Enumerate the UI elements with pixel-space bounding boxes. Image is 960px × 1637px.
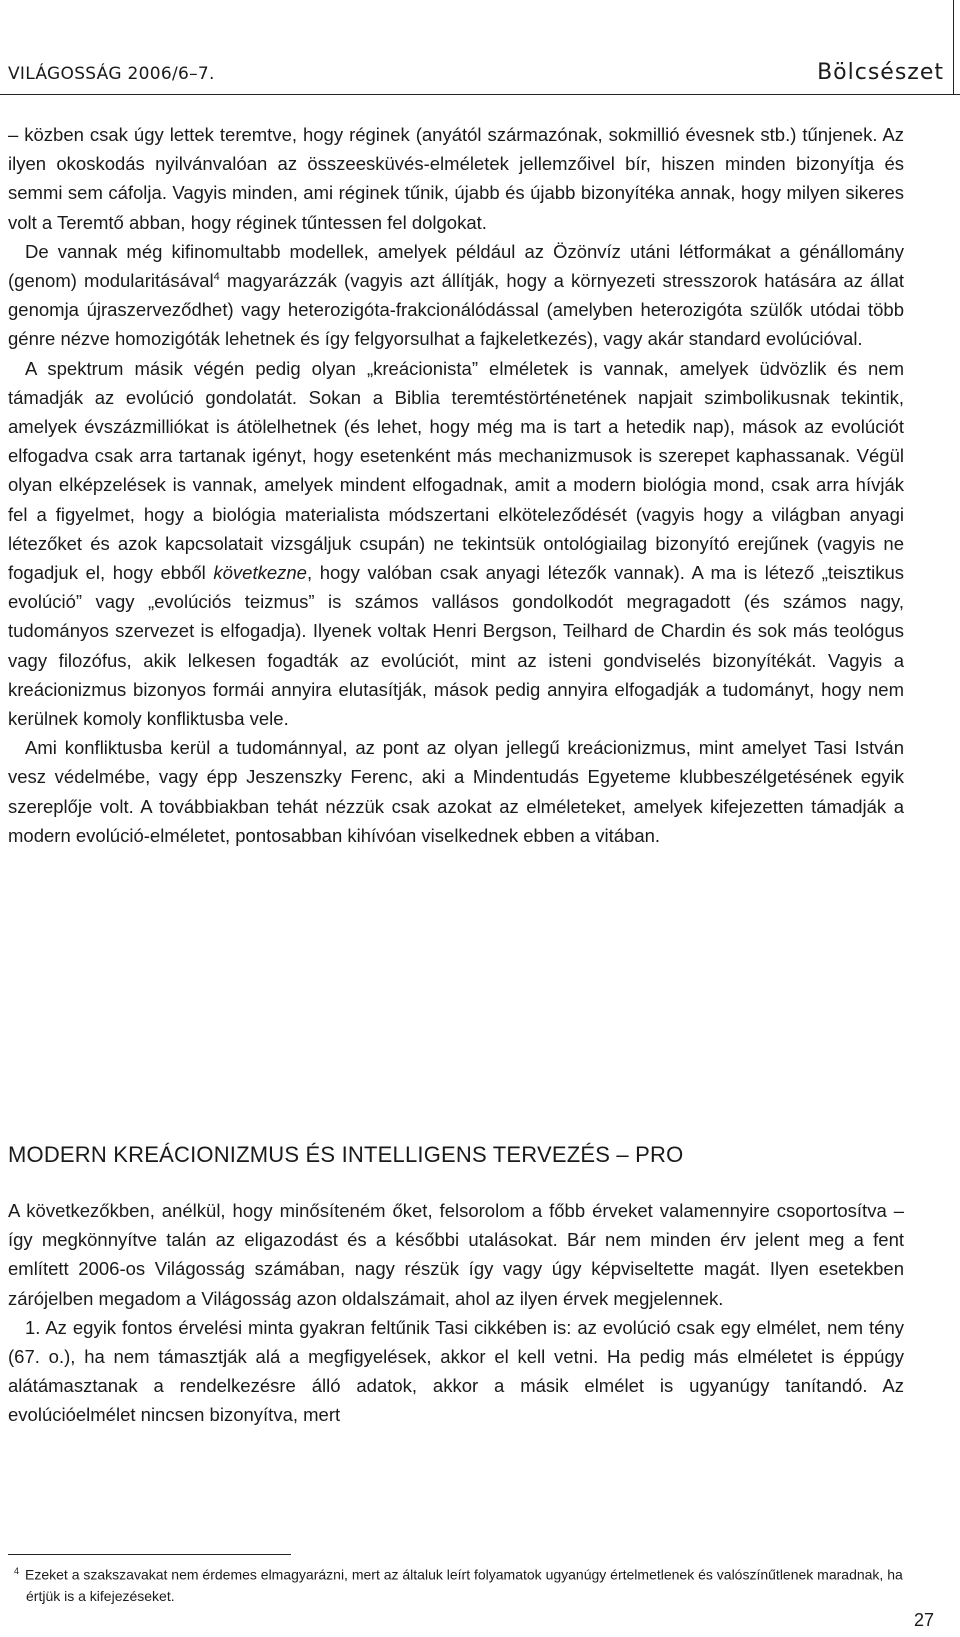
header-vertical-rule [953,0,954,95]
paragraph [8,354,904,734]
section-title: Bölcsészet [817,60,944,85]
page-number: 27 [913,1610,934,1630]
paragraph: A következőkben, anélkül, hogy minősíteném őket, felsorolom a főbb érveket valamennyire csoportosítva – így megkönnyítve talán az eligazodást és a későbbi utalásokat. Bár nem minden érv jelent meg a fent említett 2006-os Világosság számában, nagy részük így vagy úgy képviseltette magát. Ilyen esetekben zárójelben megadom a Világosság azon oldalszámait, ahol az ilyen érvek megjelennek. [8,1200,904,1309]
paragraph: 1. Az egyik fontos érvelési minta gyakran feltűnik Tasi cikkében is: az evolúció csak egy elmélet, nem tény (67. o.), ha nem támasztják alá a megfigyelések, akkor el kell vetni. Ha pedig más elméletet is éppúgy alátámasztanak a rendelkezésre álló adatok, akkor a másik elmélet is ugyanúgy tanítandó. Az evolúcióelmélet nincsen bizonyítva, mert [8,1316,904,1426]
footnote-text: Ezeket a szakszavakat nem érdemes elmagyarázni, mert az általuk leírt folyamatok ugyanúgy értelmetlenek és valószínűtlenek maradnak, ha értjük is a kifejezéseket. [25,1566,903,1604]
section-text [8,1196,904,1430]
section-heading: MODERN KREÁCIONIZMUS ÉS INTELLIGENS TERVEZÉS – PRO [8,1142,684,1167]
paragraph: – közben csak úgy lettek teremtve, hogy réginek (anyától származónak, sokmillió évesnek stb.) tűnjenek. Az ilyen okoskodás nyilvánvalóan az összeesküvés-elméletek jellemzőivel bír, hiszen minden bizonyítja és semmi sem cáfolja. Vagyis minden, ami réginek tűnik, újabb és újabb bizonyítéka annak, hogy milyen sikeres volt a Teremtő abban, hogy réginek tűntessen fel dolgokat. [8,124,904,233]
paragraph-text: , hogy valóban csak anyagi létezők vannak). A ma is létező „teisztikus evolúció” vagy „evolúciós teizmus” is számos vallásos gondolkodót megragadott (és számos nagy, tudományos szervezet is elfogadja). Ilyenek voltak Henri Bergson, Teilhard de Chardin és sok más teológus vagy filozófus, akik lelkesen fogadták az evolúciót, mint az isteni gondviselés bizonyítékát. Vagyis a kreácionizmus bizonyos formái annyira elutasítják, mások pedig annyira elfogadják a tudományt, hogy nem kerülnek komoly konfliktusba vele. [8,562,904,730]
footnote [14,1561,906,1607]
header-rule [0,94,960,95]
paragraph-text: A spektrum másik végén pedig olyan „kreácionista” elméletek is vannak, amelyek üdvözlik és nem támadják az evolúció gondolatát. Sokan a Biblia teremtéstörténetének napjait szimbolikusnak tekintik, amelyek évszázmilliókat is átölelhetnek (és lehet, hogy még ma is tart a hetedik nap), mások az evolúciót elfogadva csak arra tartanak igényt, hogy esetenként más mechanizmusok is szerepet kaphassanak. Végül olyan elképzelések is vannak, amelyek mindent elfogadnak, amit a modern biológia mond, csak arra hívják fel a figyelmet, hogy a biológia materialista módszertani elköteleződését (vagyis hogy a világban anyagi létezőket és azok kapcsolatait vizsgáljuk csupán) ne tekintsük ontológiailag bizonyító erejűnek (vagyis ne fogadjuk el, hogy ebből [8,357,904,584]
paragraph: Ami konfliktusba kerül a tudománnyal, az pont az olyan jellegű kreácionizmus, mint amelyet Tasi István vesz védelmébe, vagy épp Jeszenszky Ferenc, aki a Mindentudás Egyeteme klubbeszélgetésének egyik szereplője volt. A továbbiakban tehát nézzük csak azokat az elméleteket, amelyek kifejezetten támadják a modern evolúció-elméletet, pontosabban kihívóan viselkednek ebben a vitában. [8,737,904,846]
emphasis: következne [213,562,307,584]
paragraph [8,237,904,354]
paragraph-text: De vannak még kifinomultabb modellek, amelyek például az Özönvíz utáni létformákat a génállomány (genom) modularitásával [8,240,904,292]
paragraph-text: magyarázzák (vagyis azt állítják, hogy a környezeti stresszorok hatására az állat genomja újraszerveződhet) vagy heterozigóta-frakcionálódással (amelyben heterozigóta szülők utódai több génre nézve homozigóták lehetnek és így felgyorsulhat a fajkeletkezés), vagy akár standard evolúcióval. [8,270,904,350]
main-text [8,120,904,850]
footnote-reference: 4 [213,270,220,283]
footnote-marker: 4 [14,1566,20,1576]
footnote-rule [8,1554,291,1555]
journal-title: VILÁGOSSÁG 2006/6–7. [8,64,215,84]
